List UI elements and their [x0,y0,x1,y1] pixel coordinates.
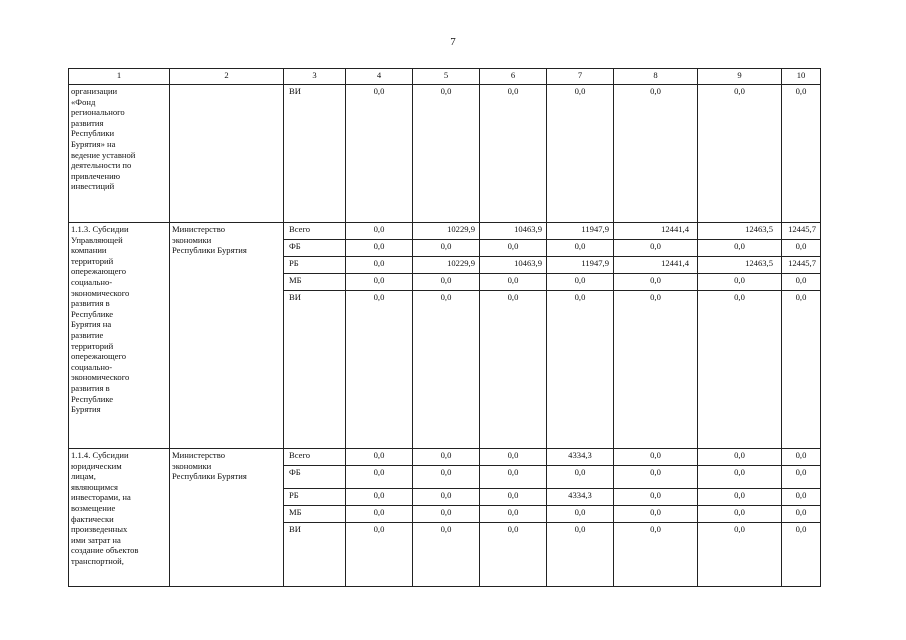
organization-name: Министерство экономики Республики Бурятия [172,224,247,256]
funding-source: ВИ [284,291,346,449]
value-cell: 0,0 [782,523,821,587]
value-cell: 12445,7 [782,257,821,274]
page-number: 7 [450,36,456,48]
value-cell: 0,0 [782,489,821,506]
value-cell: 0,0 [782,466,821,489]
column-number: 8 [614,69,698,85]
value-cell: 0,0 [413,291,480,449]
budget-table [68,68,821,587]
value-cell: 0,0 [413,523,480,587]
value-cell: 4334,3 [547,489,614,506]
value-cell: 0,0 [480,274,547,291]
measure-name-cell [69,223,170,449]
value-cell: 0,0 [782,449,821,466]
organization-cell [170,223,284,449]
value-cell: 0,0 [547,291,614,449]
funding-source: РБ [284,489,346,506]
value-cell: 11947,9 [547,223,614,240]
value-cell: 0,0 [782,506,821,523]
value-cell: 12445,7 [782,223,821,240]
value-cell: 0,0 [480,291,547,449]
column-number: 4 [346,69,413,85]
funding-source: ВИ [284,523,346,587]
funding-source: ФБ [284,466,346,489]
value-cell: 0,0 [614,523,698,587]
value-cell: 0,0 [614,240,698,257]
value-cell: 0,0 [698,523,782,587]
value-cell: 0,0 [346,85,413,223]
value-cell: 0,0 [346,291,413,449]
value-cell: 0,0 [698,85,782,223]
value-cell: 0,0 [614,489,698,506]
value-cell: 12441,4 [614,257,698,274]
value-cell: 4334,3 [547,449,614,466]
value-cell: 10463,9 [480,223,547,240]
value-cell: 10229,9 [413,223,480,240]
value-cell: 0,0 [480,489,547,506]
table-row [69,449,821,466]
value-cell: 0,0 [413,506,480,523]
value-cell: 12463,5 [698,257,782,274]
value-cell: 0,0 [480,506,547,523]
value-cell: 0,0 [480,466,547,489]
funding-source: РБ [284,257,346,274]
value-cell: 0,0 [413,489,480,506]
value-cell: 0,0 [346,240,413,257]
funding-source: МБ [284,506,346,523]
value-cell: 0,0 [413,240,480,257]
value-cell: 0,0 [346,506,413,523]
value-cell: 0,0 [480,240,547,257]
value-cell: 0,0 [782,85,821,223]
measure-name: 1.1.3. Субсидии Управляющей компании территорий опережающего социально- экономического развития в Республике Бурятия на развитие территорий опережающего социально- экономического развития в Республике Бурятия [71,224,130,415]
funding-source: ФБ [284,240,346,257]
column-number: 7 [547,69,614,85]
value-cell: 0,0 [413,466,480,489]
table-row [69,223,821,240]
column-number: 1 [69,69,170,85]
value-cell: 0,0 [480,523,547,587]
value-cell: 0,0 [346,449,413,466]
value-cell: 0,0 [614,85,698,223]
value-cell: 0,0 [547,274,614,291]
value-cell: 0,0 [413,85,480,223]
organization-name: Министерство экономики Республики Бурятия [172,450,247,482]
value-cell: 0,0 [614,466,698,489]
value-cell: 0,0 [346,223,413,240]
column-number: 9 [698,69,782,85]
organization-cell [170,85,284,223]
measure-name: 1.1.4. Субсидии юридическим лицам, являющимся инвесторами, на возмещение фактически произведенных ими затрат на создание объектов транспортной, [71,450,139,566]
value-cell: 12463,5 [698,223,782,240]
value-cell: 0,0 [547,85,614,223]
value-cell: 0,0 [698,449,782,466]
value-cell: 0,0 [614,449,698,466]
value-cell: 12441,4 [614,223,698,240]
value-cell: 0,0 [698,274,782,291]
measure-name: организации «Фонд регионального развития Республики Бурятия» на ведение уставной деятельности по привлечению инвестиций [71,86,136,192]
value-cell: 0,0 [782,274,821,291]
funding-source: Всего [284,449,346,466]
column-number: 2 [170,69,284,85]
measure-name-cell [69,85,170,223]
value-cell: 0,0 [346,257,413,274]
value-cell: 0,0 [480,449,547,466]
column-number: 6 [480,69,547,85]
value-cell: 0,0 [614,506,698,523]
value-cell: 11947,9 [547,257,614,274]
value-cell: 0,0 [547,240,614,257]
column-number: 10 [782,69,821,85]
value-cell: 0,0 [346,274,413,291]
value-cell: 0,0 [698,291,782,449]
table-row [69,85,821,223]
value-cell: 0,0 [698,489,782,506]
value-cell: 0,0 [782,291,821,449]
value-cell: 0,0 [698,240,782,257]
funding-source: ВИ [284,85,346,223]
column-number: 5 [413,69,480,85]
value-cell: 0,0 [614,274,698,291]
funding-source: МБ [284,274,346,291]
value-cell: 0,0 [346,523,413,587]
value-cell: 0,0 [480,85,547,223]
measure-name-cell [69,449,170,587]
value-cell: 0,0 [547,523,614,587]
value-cell: 0,0 [547,506,614,523]
value-cell: 10463,9 [480,257,547,274]
value-cell: 0,0 [346,489,413,506]
organization-cell [170,449,284,587]
value-cell: 0,0 [782,240,821,257]
value-cell: 0,0 [614,291,698,449]
value-cell: 0,0 [698,466,782,489]
value-cell: 0,0 [413,449,480,466]
value-cell: 0,0 [413,274,480,291]
value-cell: 10229,9 [413,257,480,274]
funding-source: Всего [284,223,346,240]
value-cell: 0,0 [698,506,782,523]
value-cell: 0,0 [346,466,413,489]
column-number: 3 [284,69,346,85]
column-number-row [69,69,821,85]
value-cell: 0,0 [547,466,614,489]
